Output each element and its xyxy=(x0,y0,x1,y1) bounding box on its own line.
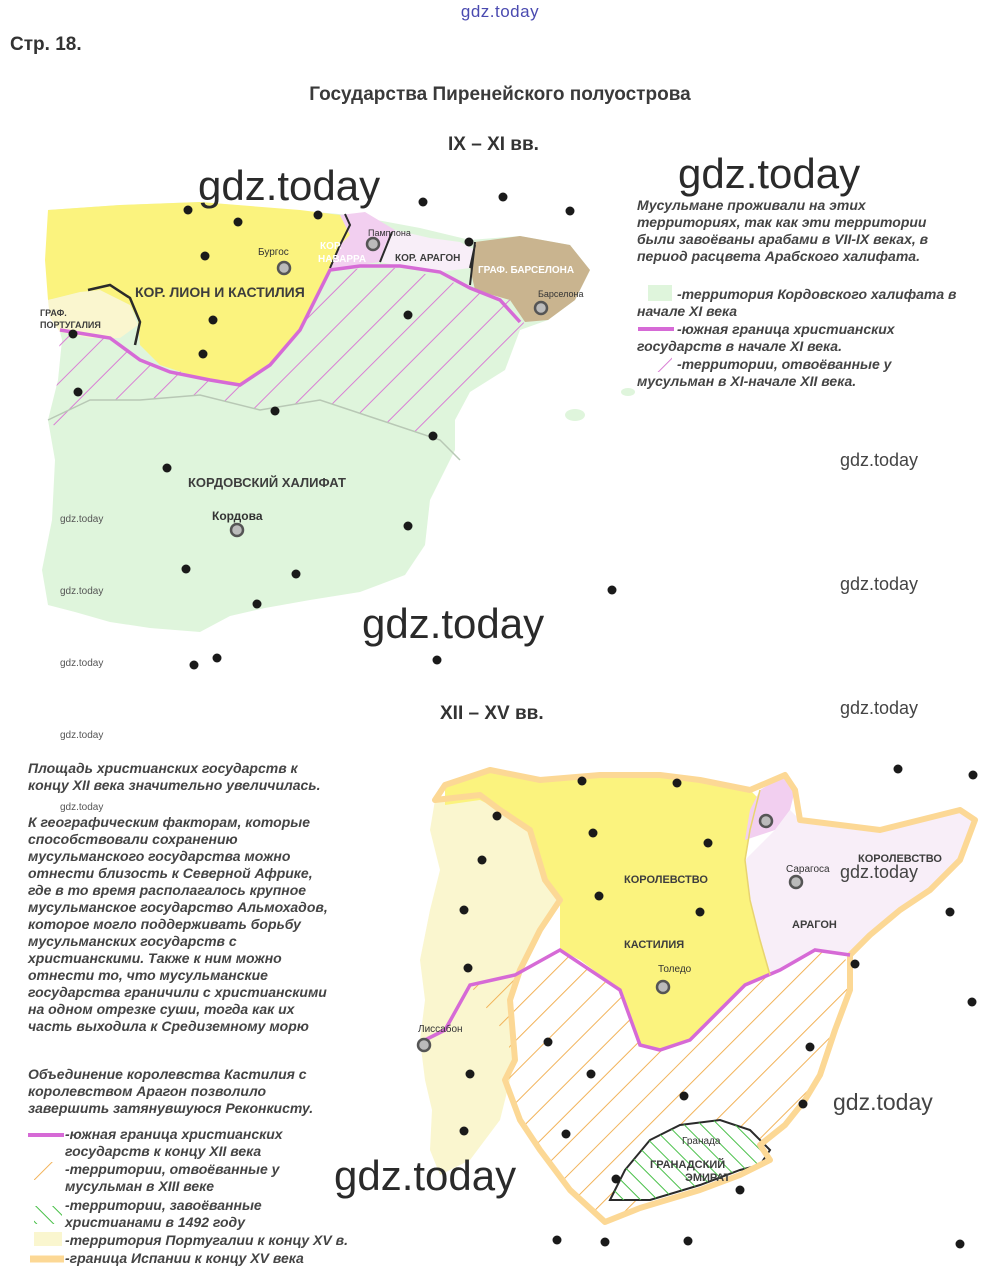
map-dot xyxy=(419,198,428,207)
note-line: часть выходила к Средиземному морю xyxy=(28,1018,309,1034)
note-line: королевством Арагон позволило xyxy=(28,1083,267,1099)
legend-line: -территория Португалии к концу XV в. xyxy=(65,1232,348,1248)
note-line: где в то время располагалось крупное xyxy=(28,882,307,898)
watermark-small: gdz.today xyxy=(833,1089,933,1115)
map-dot xyxy=(799,1100,808,1109)
map1-city-barcelona-label: Барселона xyxy=(538,289,584,299)
map-dot xyxy=(69,330,78,339)
map2-city-saragossa xyxy=(790,876,802,888)
map-dot xyxy=(946,908,955,917)
cream-square-icon xyxy=(34,1232,62,1246)
note-line: концу XII века значительно увеличилась. xyxy=(28,777,321,793)
map2-note-factors xyxy=(28,814,328,1035)
map-dot xyxy=(429,432,438,441)
note-line: были завоёваны арабами в VII-IX веках, в xyxy=(637,231,929,247)
map2-label-aragon-1: КОРОЛЕВСТВО xyxy=(858,853,942,865)
note-line: способствовали сохранению xyxy=(28,831,238,847)
watermark-big: gdz.today xyxy=(678,150,861,197)
note-line: государства граничили с христианскими xyxy=(28,984,327,1000)
note-line: которое могло поддерживать борьбу xyxy=(28,916,301,932)
map-dot xyxy=(464,964,473,973)
note-line: период расцвета Арабского халифата. xyxy=(637,248,920,264)
map-dot xyxy=(608,586,617,595)
map-dot xyxy=(182,565,191,574)
map-dot xyxy=(493,812,502,821)
watermark-small: gdz.today xyxy=(840,450,919,470)
map-dot xyxy=(704,839,713,848)
map-dot xyxy=(956,1240,965,1249)
note-line: мусульманского государства можно xyxy=(28,848,291,864)
map2-label-granada-2: ЭМИРАТ xyxy=(685,1172,731,1184)
map-dot xyxy=(589,829,598,838)
map2-label-castile-1: КОРОЛЕВСТВО xyxy=(624,874,708,886)
map1-label-navarre-2: НАВАРРА xyxy=(318,254,367,265)
map1-balearic-island xyxy=(565,409,585,421)
note-line: завершить затянувшуюся Реконкисту. xyxy=(28,1100,314,1116)
note-line: Площадь христианских государств к xyxy=(28,760,298,776)
note-line: территориях, так как эти территории xyxy=(637,214,927,230)
map-dot xyxy=(234,218,243,227)
map-dot xyxy=(684,1237,693,1246)
map2-label-castile-2: КАСТИЛИЯ xyxy=(624,939,685,951)
page-number: Стр. 18. xyxy=(10,34,82,55)
map-dot xyxy=(466,1070,475,1079)
map1-city-burgos xyxy=(278,262,290,274)
map-dot xyxy=(404,522,413,531)
legend-line: мусульман в XI-начале XII века. xyxy=(637,373,857,389)
note-line: мусульманское государство Альмохадов, xyxy=(28,899,328,915)
map-dot xyxy=(566,207,575,216)
map-dot xyxy=(553,1236,562,1245)
map-dot xyxy=(499,193,508,202)
legend-line: -южная граница христианских xyxy=(65,1126,283,1142)
legend-line: -южная граница христианских xyxy=(677,321,895,337)
map1-balearic-island xyxy=(621,388,635,396)
legend-line: -граница Испании к концу XV века xyxy=(65,1250,304,1266)
legend-line: -территории, отвоёванные у xyxy=(65,1161,280,1177)
map2-city-lisbon-label: Лиссабон xyxy=(418,1024,463,1035)
legend-line: государств в начале XI века. xyxy=(637,338,842,354)
note-line: отнести то, что мусульманские xyxy=(28,967,268,983)
map-dot xyxy=(544,1038,553,1047)
map-dot xyxy=(209,316,218,325)
map2-city-navarre xyxy=(760,815,772,827)
note-line: христианскими. Также к ним можно xyxy=(28,950,282,966)
legend-line: -территории, отвоёванные у xyxy=(677,356,892,372)
watermark-tiny: gdz.today xyxy=(60,658,104,669)
map-dot xyxy=(271,407,280,416)
map1-city-pamplona xyxy=(367,238,379,250)
map1 xyxy=(40,193,674,670)
map1-label-portugal-2: ПОРТУГАЛИЯ xyxy=(40,320,101,330)
map-dot xyxy=(587,1070,596,1079)
map2-legend-item xyxy=(65,1232,348,1249)
map1-legend-item xyxy=(637,356,997,390)
map2-city-saragossa-label: Сарагоса xyxy=(786,864,830,875)
map2-period: XII – XV вв. xyxy=(440,703,544,724)
map-dot xyxy=(460,906,469,915)
map-dot xyxy=(696,908,705,917)
map1-city-barcelona xyxy=(535,302,547,314)
legend-line: начале XI века xyxy=(637,303,738,319)
map-dot xyxy=(404,311,413,320)
map1-label-caliphate: КОРДОВСКИЙ ХАЛИФАТ xyxy=(188,475,346,490)
map-dot xyxy=(460,1127,469,1136)
map1-note xyxy=(637,197,928,265)
map2-city-granada-label: Гранада xyxy=(682,1136,721,1147)
map1-label-leon-castile: КОР. ЛИОН И КАСТИЛИЯ xyxy=(135,284,305,300)
map-dot xyxy=(806,1043,815,1052)
map-dot xyxy=(851,960,860,969)
map-dot xyxy=(969,771,978,780)
map-dot xyxy=(478,856,487,865)
map2-legend-item xyxy=(65,1250,304,1267)
map-dot xyxy=(201,252,210,261)
note-line: К географическим факторам, которые xyxy=(28,814,310,830)
map-dot xyxy=(190,661,199,670)
watermark-tiny: gdz.today xyxy=(60,586,104,597)
watermark-top: gdz.today xyxy=(460,2,540,21)
map1-label-barcelona: ГРАФ. БАРСЕЛОНА xyxy=(478,265,575,276)
legend-line: -территории, завоёванные xyxy=(65,1197,262,1213)
map2-legend-item xyxy=(65,1197,262,1231)
note-line: отнести близость к Северной Африке, xyxy=(28,865,313,881)
map1-label-portugal-1: ГРАФ. xyxy=(40,308,67,318)
map2-label-granada-1: ГРАНАДСКИЙ xyxy=(650,1159,726,1171)
map1-city-pamplona-label: Памплона xyxy=(368,228,411,238)
map-dot xyxy=(465,238,474,247)
map-dot xyxy=(736,1186,745,1195)
legend-line: государств к концу XII века xyxy=(65,1143,262,1159)
map2-legend-item xyxy=(65,1161,279,1195)
map2-note-unification xyxy=(28,1066,313,1117)
map1-city-burgos-label: Бургос xyxy=(258,247,289,258)
map1-period: IX – XI вв. xyxy=(448,134,539,155)
map1-legend-item xyxy=(637,321,997,355)
map-dot xyxy=(292,570,301,579)
map-dot xyxy=(74,388,83,397)
map-dot xyxy=(253,600,262,609)
watermark-big: gdz.today xyxy=(362,600,545,647)
map2-legend-item xyxy=(65,1126,283,1160)
watermark-small: gdz.today xyxy=(840,698,919,718)
map1-label-navarre-1: КОР. xyxy=(320,241,342,252)
green-hatch-icon xyxy=(34,1206,62,1224)
map2-city-toledo xyxy=(657,981,669,993)
orange-hatch-icon xyxy=(34,1162,62,1180)
map2-city-lisbon xyxy=(418,1039,430,1051)
map1-city-cordoba xyxy=(231,524,243,536)
map-dot xyxy=(184,206,193,215)
map-dot xyxy=(314,211,323,220)
watermark-small: gdz.today xyxy=(840,862,919,882)
map1-legend-item xyxy=(637,286,997,320)
map2-label-aragon-2: АРАГОН xyxy=(792,919,837,931)
map-dot xyxy=(163,464,172,473)
map-dot xyxy=(894,765,903,774)
watermark-big: gdz.today xyxy=(334,1152,517,1199)
watermark-tiny: gdz.today xyxy=(60,514,104,525)
map-dot xyxy=(595,892,604,901)
note-line: мусульманских государств с xyxy=(28,933,237,949)
map2-aragon-region xyxy=(745,810,975,975)
note-line: Объединение королевства Кастилия с xyxy=(28,1066,307,1082)
legend-line: -территория Кордовского халифата в xyxy=(677,286,957,302)
watermark-tiny: gdz.today xyxy=(60,730,104,741)
map-dot xyxy=(968,998,977,1007)
map2-city-toledo-label: Толедо xyxy=(658,964,692,975)
map-dot xyxy=(199,350,208,359)
watermark-small: gdz.today xyxy=(840,574,919,594)
map-dot xyxy=(562,1130,571,1139)
map-dot xyxy=(680,1092,689,1101)
note-line: Мусульмане проживали на этих xyxy=(637,197,866,213)
map-dot xyxy=(673,779,682,788)
map-dot xyxy=(433,656,442,665)
note-line: на одном отрезке суши, тогда как их xyxy=(28,1001,295,1017)
legend-line: христианами в 1492 году xyxy=(65,1214,245,1230)
map-dot xyxy=(612,1175,621,1184)
map-dot xyxy=(578,777,587,786)
map2-note-area xyxy=(28,760,321,794)
map-dot xyxy=(601,1238,610,1247)
map1-label-aragon: КОР. АРАГОН xyxy=(395,253,461,264)
legend-line: мусульман в XIII веке xyxy=(65,1178,215,1194)
map-dot xyxy=(213,654,222,663)
page-title: Государства Пиренейского полуострова xyxy=(309,84,691,105)
watermark-big: gdz.today xyxy=(198,162,381,209)
map1-city-cordoba-label: Кордова xyxy=(212,509,263,523)
watermark-tiny: gdz.today xyxy=(60,802,104,813)
